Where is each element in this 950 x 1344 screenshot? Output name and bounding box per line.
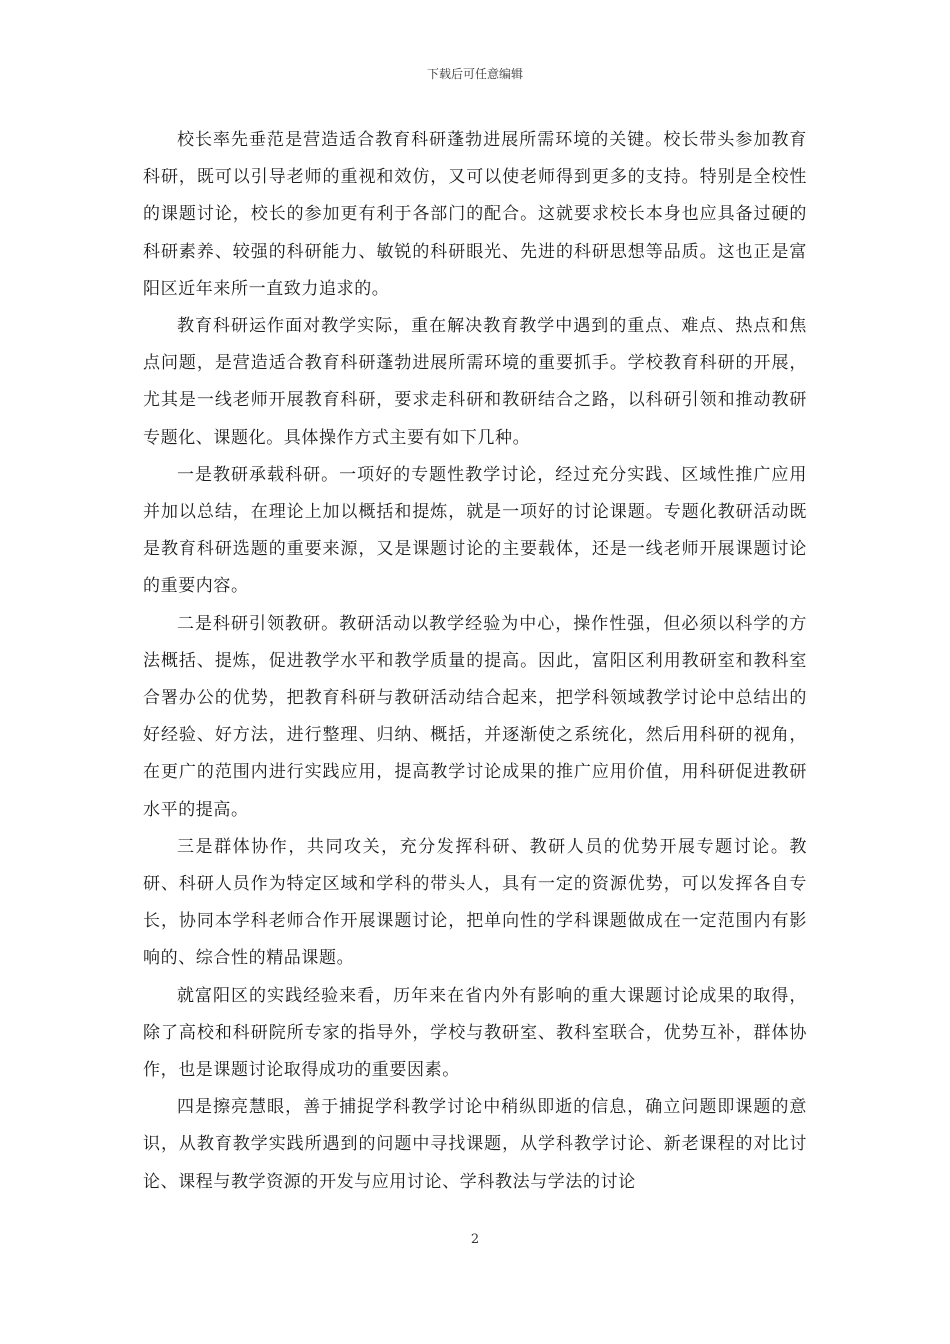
paragraph-method-three: 三是群体协作，共同攻关，充分发挥科研、教研人员的优势开展专题讨论。教研、科研人员作为特定区域和学科的带头人，具有一定的资源优势，可以发挥各自专长，协同本学科老师合作开展课题讨论，把单向性的学科课题做成在一定范围内有影响的、综合性的精品课题。 [143,836,807,969]
paragraph-method-two: 二是科研引领教研。教研活动以教学经验为中心，操作性强，但必须以科学的方法概括、提炼，促进教学水平和教学质量的提高。因此，富阳区利用教研室和教科室合署办公的优势，把教育科研与教研活动结合起来，把学科领域教学讨论中总结出的好经验、好方法，进行整理、归纳、概括，并逐渐使之系统化，然后用科研的视角，在更广的范围内进行实践应用，提高教学讨论成果的推广应用价值，用科研促进教研水平的提高。 [143,613,807,820]
document-body [143,122,807,1201]
paragraph-principal-leadership: 校长率先垂范是营造适合教育科研蓬勃进展所需环境的关键。校长带头参加教育科研，既可以引导老师的重视和效仿，又可以使老师得到更多的支持。特别是全校性的课题讨论，校长的参加更有利于各部门的配合。这就要求校长本身也应具备过硬的科研素养、较强的科研能力、敏锐的科研眼光、先进的科研思想等品质。这也正是富阳区近年来所一直致力追求的。 [143,130,807,299]
paragraph-method-four: 四是擦亮慧眼，善于捕捉学科教学讨论中稍纵即逝的信息，确立问题即课题的意识，从教育教学实践所遇到的问题中寻找课题，从学科教学讨论、新老课程的对比讨论、课程与教学资源的开发与应用讨论、学科教法与学法的讨论 [143,1097,807,1192]
paragraph-fuyang-experience: 就富阳区的实践经验来看，历年来在省内外有影响的重大课题讨论成果的取得，除了高校和科研院所专家的指导外，学校与教研室、教科室联合，优势互补，群体协作，也是课题讨论取得成功的重要因素。 [143,985,807,1081]
paragraph-method-one: 一是教研承载科研。一项好的专题性教学讨论，经过充分实践、区域性推广应用并加以总结，在理论上加以概括和提炼，就是一项好的讨论课题。专题化教研活动既是教育科研选题的重要来源，又是课题讨论的主要载体，还是一线老师开展课题讨论的重要内容。 [143,464,807,597]
page-number: 2 [470,1232,480,1247]
page-header: 下载后可任意编辑 [426,67,523,81]
paragraph-research-operation: 教育科研运作面对教学实际，重在解决教育教学中遇到的重点、难点、热点和焦点问题，是营造适合教育科研蓬勃进展所需环境的重要抓手。学校教育科研的开展，尤其是一线老师开展教育科研，要求走科研和教研结合之路，以科研引领和推动教研专题化、课题化。具体操作方式主要有如下几种。 [143,316,807,448]
